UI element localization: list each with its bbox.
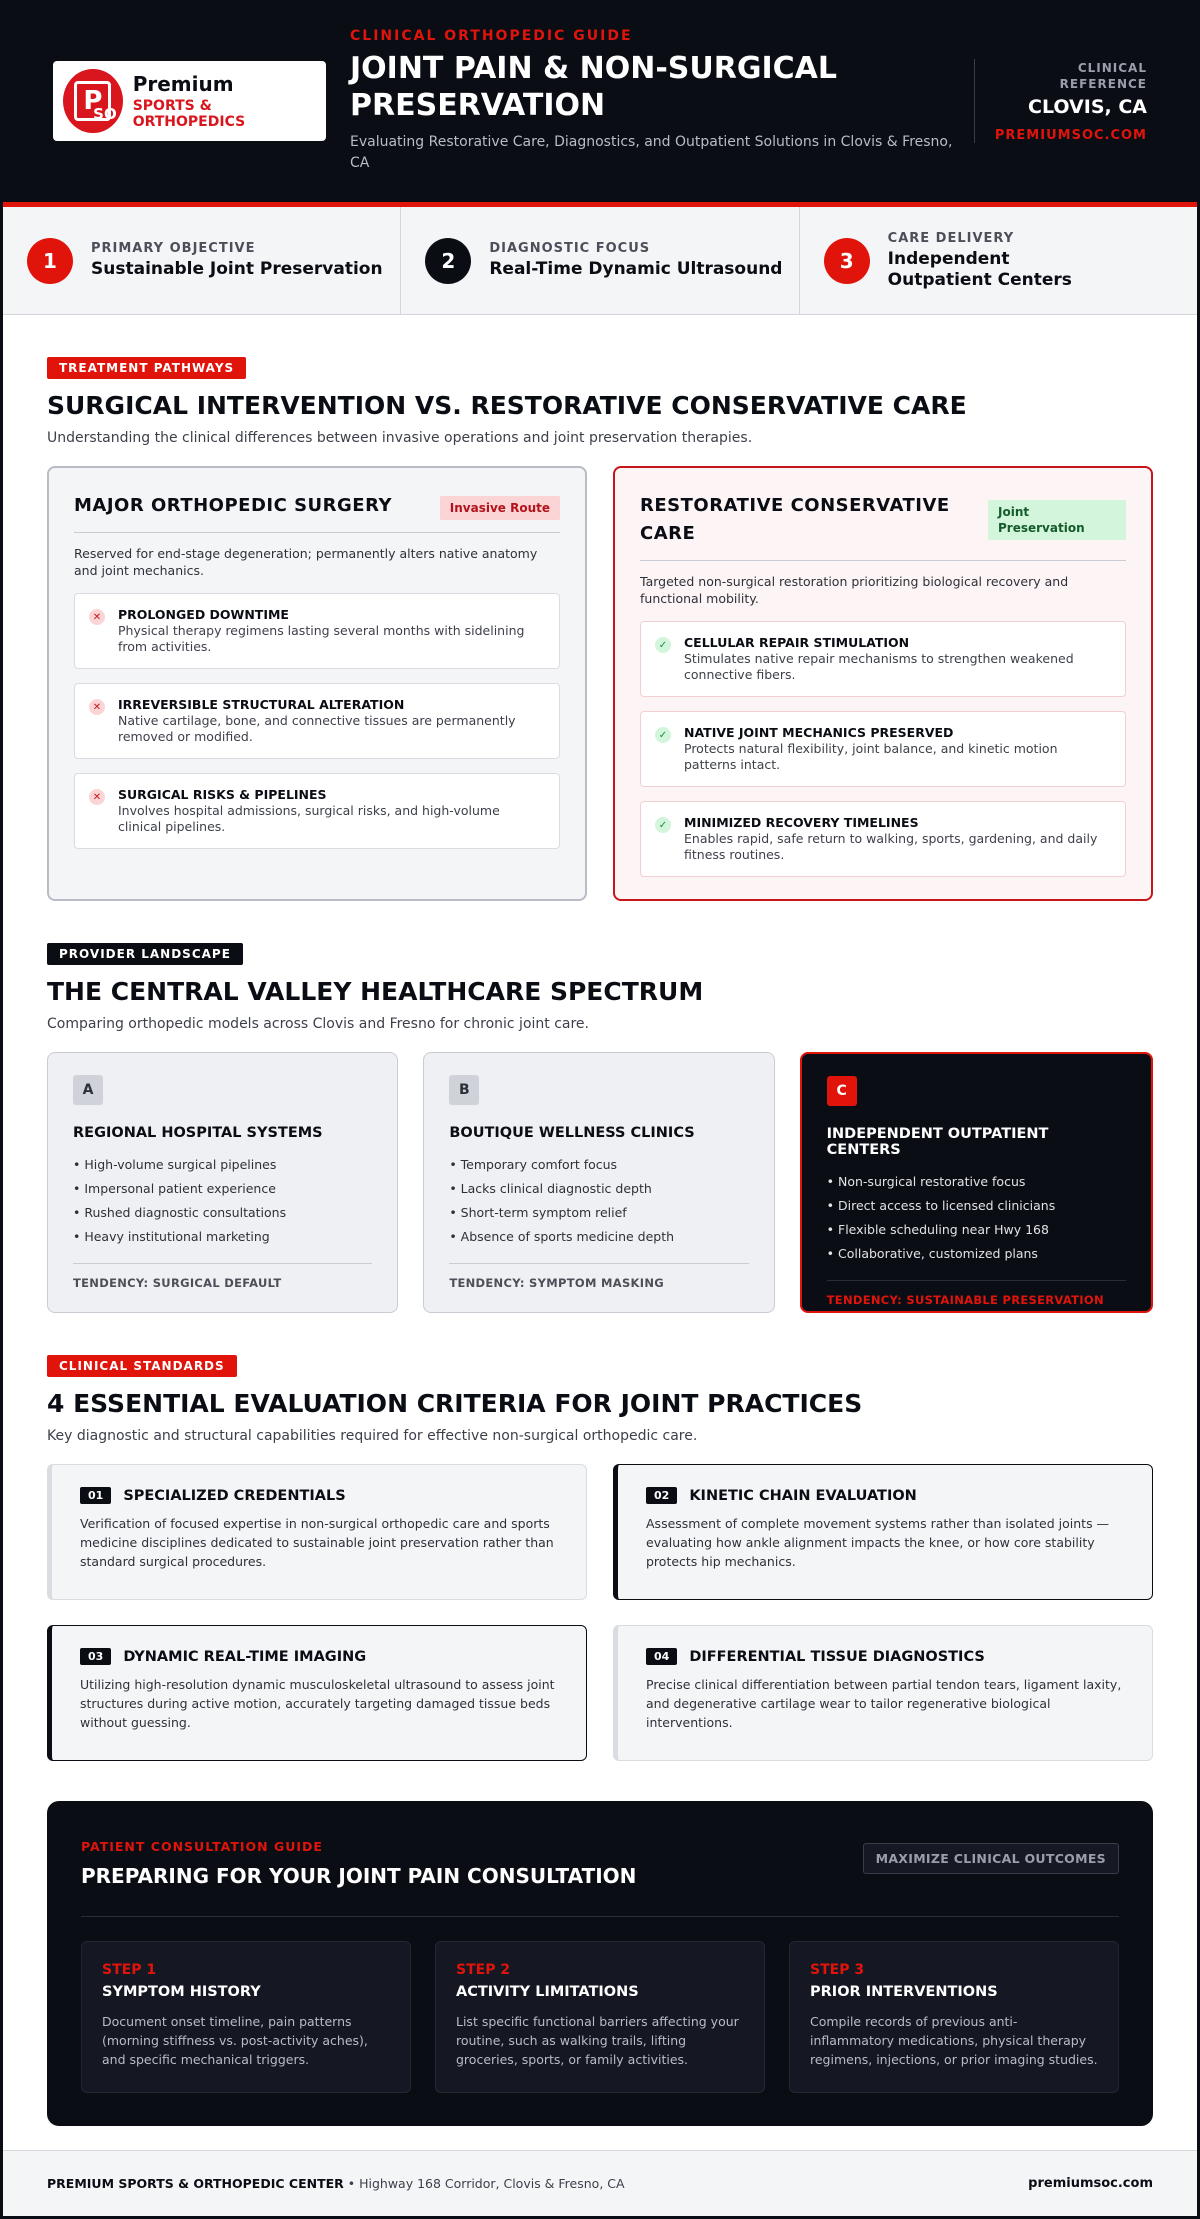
footer-website-link[interactable]: premiumsoc.com — [1028, 2176, 1153, 2191]
consultation-eyebrow: PATIENT CONSULTATION GUIDE — [81, 1839, 323, 1854]
list-item: • Short-term symptom relief — [449, 1205, 627, 1220]
objective-value: Sustainable Joint Preservation — [91, 259, 383, 279]
criteria-number: 02 — [646, 1487, 677, 1504]
list-item — [74, 683, 560, 759]
reference-city: CLOVIS, CA — [1028, 95, 1147, 118]
step-description: Document onset timeline, pain patterns (morning stiffness vs. post-activity aches), and specific mechanical triggers. — [102, 2014, 368, 2067]
logo-line2: SPORTS & ORTHOPEDICS — [132, 98, 246, 130]
card-title: MAJOR ORTHOPEDIC SURGERY — [74, 495, 392, 516]
provider-badge: A — [73, 1075, 103, 1105]
footer-address: • Highway 168 Corridor, Clovis & Fresno, CA — [343, 2176, 625, 2191]
step-number: STEP 1 — [102, 1962, 157, 1978]
provider-badge: B — [449, 1075, 479, 1105]
criteria-title: DIFFERENTIAL TISSUE DIAGNOSTICS — [689, 1648, 985, 1665]
criteria-description: Verification of focused expertise in non-surgical orthopedic care and sports medicine disciplines dedicated to sustainable joint preservation rather than standard surgical procedures. — [80, 1516, 554, 1569]
criteria-description: Utilizing high-resolution dynamic musculoskeletal ultrasound to assess joint structures during active motion, accurately targeting damaged tissue beds without guessing. — [80, 1677, 555, 1730]
criteria-card — [613, 1625, 1153, 1761]
clinical-standards-section — [3, 1355, 1197, 2126]
item-description: Involves hospital admissions, surgical risks, and high-volume clinical pipelines. — [118, 803, 500, 834]
criteria-number: 01 — [80, 1487, 111, 1504]
surgery-card — [47, 466, 587, 901]
step-card — [81, 1941, 411, 2093]
list-item: • Absence of sports medicine depth — [449, 1229, 675, 1244]
list-item: • Temporary comfort focus — [449, 1157, 618, 1172]
objective-item — [800, 207, 1197, 314]
section-tag: PROVIDER LANDSCAPE — [47, 943, 243, 965]
item-description: Protects natural flexibility, joint balance, and kinetic motion patterns intact. — [684, 741, 1058, 772]
objective-number: 1 — [27, 238, 73, 284]
list-item — [640, 801, 1126, 877]
list-item: • Flexible scheduling near Hwy 168 — [826, 1222, 1049, 1237]
objectives-bar — [3, 207, 1197, 315]
list-item: • Heavy institutional marketing — [73, 1229, 270, 1244]
item-title: CELLULAR REPAIR STIMULATION — [684, 635, 910, 650]
consultation-panel — [47, 1801, 1153, 2126]
step-title: SYMPTOM HISTORY — [102, 1984, 261, 2000]
criteria-description: Assessment of complete movement systems rather than isolated joints — evaluating how ankle alignment impacts the knee, or how core stability protects hip mechanics. — [646, 1516, 1110, 1569]
step-number: STEP 3 — [810, 1962, 865, 1978]
objective-item — [3, 207, 401, 314]
provider-title: BOUTIQUE WELLNESS CLINICS — [449, 1125, 695, 1141]
section-title: THE CENTRAL VALLEY HEALTHCARE SPECTRUM — [47, 977, 704, 1006]
provider-tendency: TENDENCY: SUSTAINABLE PRESERVATION — [827, 1280, 1126, 1307]
provider-tendency: TENDENCY: SYMPTOM MASKING — [449, 1263, 748, 1290]
list-item: • Rushed diagnostic consultations — [73, 1205, 287, 1220]
step-description: List specific functional barriers affecting your routine, such as walking trails, lifting groceries, sports, or family activities. — [456, 2014, 739, 2067]
provider-badge: C — [827, 1076, 857, 1106]
header-eyebrow: CLINICAL ORTHOPEDIC GUIDE — [350, 28, 633, 44]
step-title: ACTIVITY LIMITATIONS — [456, 1984, 639, 2000]
check-icon: ✓ — [655, 817, 671, 833]
criteria-title: SPECIALIZED CREDENTIALS — [123, 1487, 346, 1504]
objective-number: 2 — [425, 238, 471, 284]
maximize-outcomes-button[interactable]: MAXIMIZE CLINICAL OUTCOMES — [863, 1843, 1119, 1874]
reference-label: CLINICAL REFERENCE — [1059, 60, 1147, 91]
objective-value: Real-Time Dynamic Ultrasound — [489, 259, 783, 279]
item-title: NATIVE JOINT MECHANICS PRESERVED — [684, 725, 954, 740]
section-subtitle: Key diagnostic and structural capabilities required for effective non-surgical orthopedic care. — [47, 1428, 698, 1444]
footer — [3, 2150, 1197, 2216]
list-item: • Non-surgical restorative focus — [826, 1174, 1026, 1189]
logo-mark-letter: P — [74, 81, 111, 121]
item-description: Stimulates native repair mechanisms to strengthen weakened connective fibers. — [684, 651, 1074, 682]
list-item: • Direct access to licensed clinicians — [826, 1198, 1056, 1213]
card-description: Targeted non-surgical restoration prioritizing biological recovery and functional mobility. — [640, 574, 1069, 606]
footer-name: PREMIUM SPORTS & ORTHOPEDIC CENTER — [47, 2176, 344, 2191]
criteria-title: KINETIC CHAIN EVALUATION — [689, 1487, 917, 1504]
list-item: • Lacks clinical diagnostic depth — [449, 1181, 652, 1196]
header — [3, 0, 1197, 207]
section-title: SURGICAL INTERVENTION VS. RESTORATIVE CONSERVATIVE CARE — [47, 391, 967, 420]
step-title: PRIOR INTERVENTIONS — [810, 1984, 998, 2000]
objective-label: PRIMARY OBJECTIVE — [91, 241, 256, 256]
conservative-card — [613, 466, 1153, 901]
list-item — [640, 711, 1126, 787]
provider-landscape-section — [3, 943, 1197, 1313]
provider-tendency: TENDENCY: SURGICAL DEFAULT — [73, 1263, 372, 1290]
item-description: Enables rapid, safe return to walking, sports, gardening, and daily fitness routines. — [684, 831, 1098, 862]
objective-item — [401, 207, 799, 314]
consultation-title: PREPARING FOR YOUR JOINT PAIN CONSULTATION — [81, 1864, 637, 1888]
criteria-card — [613, 1464, 1153, 1600]
item-description: Physical therapy regimens lasting several months with sidelining from activities. — [118, 623, 525, 654]
x-icon: ✕ — [89, 699, 105, 715]
objective-label: CARE DELIVERY — [887, 230, 1015, 246]
step-card — [789, 1941, 1119, 2093]
step-description: Compile records of previous anti-inflammatory medications, physical therapy regimens, injections, or prior imaging studies. — [810, 2014, 1098, 2067]
provider-card — [47, 1052, 398, 1313]
check-icon: ✓ — [655, 727, 671, 743]
provider-card-featured — [800, 1052, 1153, 1313]
provider-card — [423, 1052, 774, 1313]
list-item — [74, 773, 560, 849]
criteria-card — [47, 1464, 587, 1600]
objective-number: 3 — [824, 238, 870, 284]
section-subtitle: Comparing orthopedic models across Clovis and Fresno for chronic joint care. — [47, 1016, 589, 1032]
card-title: RESTORATIVE CONSERVATIVE CARE — [640, 495, 950, 544]
header-title-block — [350, 28, 960, 174]
provider-title: INDEPENDENT OUTPATIENT CENTERS — [826, 1126, 1049, 1158]
section-tag: TREATMENT PATHWAYS — [47, 357, 246, 379]
criteria-number: 04 — [646, 1648, 677, 1665]
list-item: • Collaborative, customized plans — [826, 1246, 1038, 1261]
treatment-pathways-section — [3, 357, 1197, 901]
list-item — [640, 621, 1126, 697]
section-title: 4 ESSENTIAL EVALUATION CRITERIA FOR JOINT PRACTICES — [47, 1389, 863, 1418]
page-title: JOINT PAIN & NON-SURGICAL PRESERVATION — [350, 51, 837, 123]
item-title: IRREVERSIBLE STRUCTURAL ALTERATION — [118, 697, 405, 712]
criteria-title: DYNAMIC REAL-TIME IMAGING — [123, 1648, 367, 1665]
objective-label: DIAGNOSTIC FOCUS — [489, 241, 651, 256]
objective-value: Independent Outpatient Centers — [887, 248, 1072, 290]
item-description: Native cartilage, bone, and connective tissues are permanently removed or modified. — [118, 713, 516, 744]
card-description: Reserved for end-stage degeneration; permanently alters native anatomy and joint mechanics. — [74, 546, 538, 578]
footer-info — [47, 2176, 625, 2191]
item-title: PROLONGED DOWNTIME — [118, 607, 289, 622]
provider-title: REGIONAL HOSPITAL SYSTEMS — [73, 1125, 323, 1141]
page-subtitle: Evaluating Restorative Care, Diagnostics, and Outpatient Solutions in Clovis & Fresno, CA — [350, 134, 953, 171]
logo-line1: Premium — [132, 72, 234, 96]
header-reference — [995, 60, 1147, 143]
step-card — [435, 1941, 765, 2093]
item-title: MINIMIZED RECOVERY TIMELINES — [684, 815, 919, 830]
item-title: SURGICAL RISKS & PIPELINES — [118, 787, 327, 802]
logo-mark-icon — [63, 69, 123, 133]
invasive-badge: Invasive Route — [440, 496, 560, 520]
step-number: STEP 2 — [456, 1962, 511, 1978]
criteria-number: 03 — [80, 1648, 111, 1665]
x-icon: ✕ — [89, 789, 105, 805]
header-divider — [974, 59, 975, 143]
preservation-badge: Joint Preservation — [988, 500, 1126, 540]
criteria-description: Precise clinical differentiation between partial tendon tears, ligament laxity, and degenerative cartilage wear to tailor regenerative biological interventions. — [646, 1677, 1122, 1730]
section-subtitle: Understanding the clinical differences between invasive operations and joint preservation therapies. — [47, 430, 753, 446]
check-icon: ✓ — [655, 637, 671, 653]
x-icon: ✕ — [89, 609, 105, 625]
section-tag: CLINICAL STANDARDS — [47, 1355, 237, 1377]
criteria-card — [47, 1625, 587, 1761]
logo-mark-sub: SO — [93, 105, 117, 123]
list-item: • Impersonal patient experience — [73, 1181, 276, 1196]
logo[interactable] — [53, 61, 326, 141]
list-item: • High-volume surgical pipelines — [73, 1157, 277, 1172]
header-website-link[interactable]: PREMIUMSOC.COM — [994, 127, 1147, 143]
list-item — [74, 593, 560, 669]
